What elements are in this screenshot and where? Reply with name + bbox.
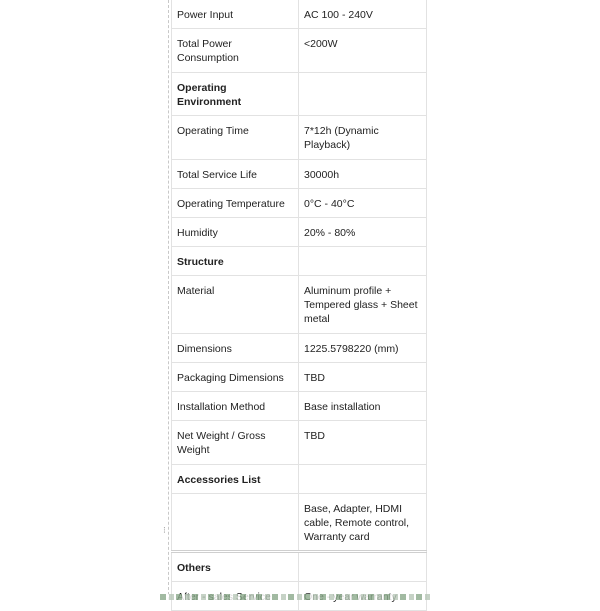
spec-label: Dimensions [172, 334, 299, 363]
section-title: Operating Environment [172, 73, 299, 116]
spec-value [299, 73, 427, 116]
table-row [172, 392, 427, 421]
table-row [172, 29, 427, 73]
spec-label: Net Weight / Gross Weight [172, 421, 299, 465]
spec-value [299, 465, 427, 494]
section-title: Structure [172, 247, 299, 276]
spec-table [171, 0, 427, 611]
section-header-row [172, 465, 427, 494]
spec-label [172, 494, 299, 552]
section-title: Others [172, 552, 299, 582]
left-column-guide [168, 0, 170, 600]
spec-label: Operating Temperature [172, 189, 299, 218]
spec-value: 0°C - 40°C [299, 189, 427, 218]
bottom-status-strip [160, 594, 430, 600]
table-row [172, 276, 427, 334]
section-header-row [172, 247, 427, 276]
table-row [172, 494, 427, 552]
spec-value: TBD [299, 363, 427, 392]
table-row [172, 363, 427, 392]
spec-value: Aluminum profile + Tempered glass + Sheet metal [299, 276, 427, 334]
table-row [172, 421, 427, 465]
spec-label: Packaging Dimensions [172, 363, 299, 392]
table-row [172, 160, 427, 189]
spec-value [299, 552, 427, 582]
spec-value: 20% - 80% [299, 218, 427, 247]
spec-value: Base, Adapter, HDMI cable, Remote control, Warranty card [299, 494, 427, 552]
table-row [172, 334, 427, 363]
spec-value: 30000h [299, 160, 427, 189]
spec-value: 1225.5798220 (mm) [299, 334, 427, 363]
table-row [172, 0, 427, 29]
spec-label: Operating Time [172, 116, 299, 160]
spec-label: Material [172, 276, 299, 334]
margin-handle-icon: ⁝ [163, 525, 166, 535]
section-header-row [172, 73, 427, 116]
table-row [172, 218, 427, 247]
spec-label: Total Service Life [172, 160, 299, 189]
table-row [172, 116, 427, 160]
spec-label: Installation Method [172, 392, 299, 421]
spec-value: AC 100 - 240V [299, 0, 427, 29]
spec-value [299, 247, 427, 276]
spec-value: Base installation [299, 392, 427, 421]
spec-label: Total Power Consumption [172, 29, 299, 73]
spec-value: TBD [299, 421, 427, 465]
section-title: Accessories List [172, 465, 299, 494]
spec-value: <200W [299, 29, 427, 73]
spec-label: Humidity [172, 218, 299, 247]
spec-label: Power Input [172, 0, 299, 29]
table-row [172, 189, 427, 218]
section-header-row [172, 552, 427, 582]
spec-value: 7*12h (Dynamic Playback) [299, 116, 427, 160]
